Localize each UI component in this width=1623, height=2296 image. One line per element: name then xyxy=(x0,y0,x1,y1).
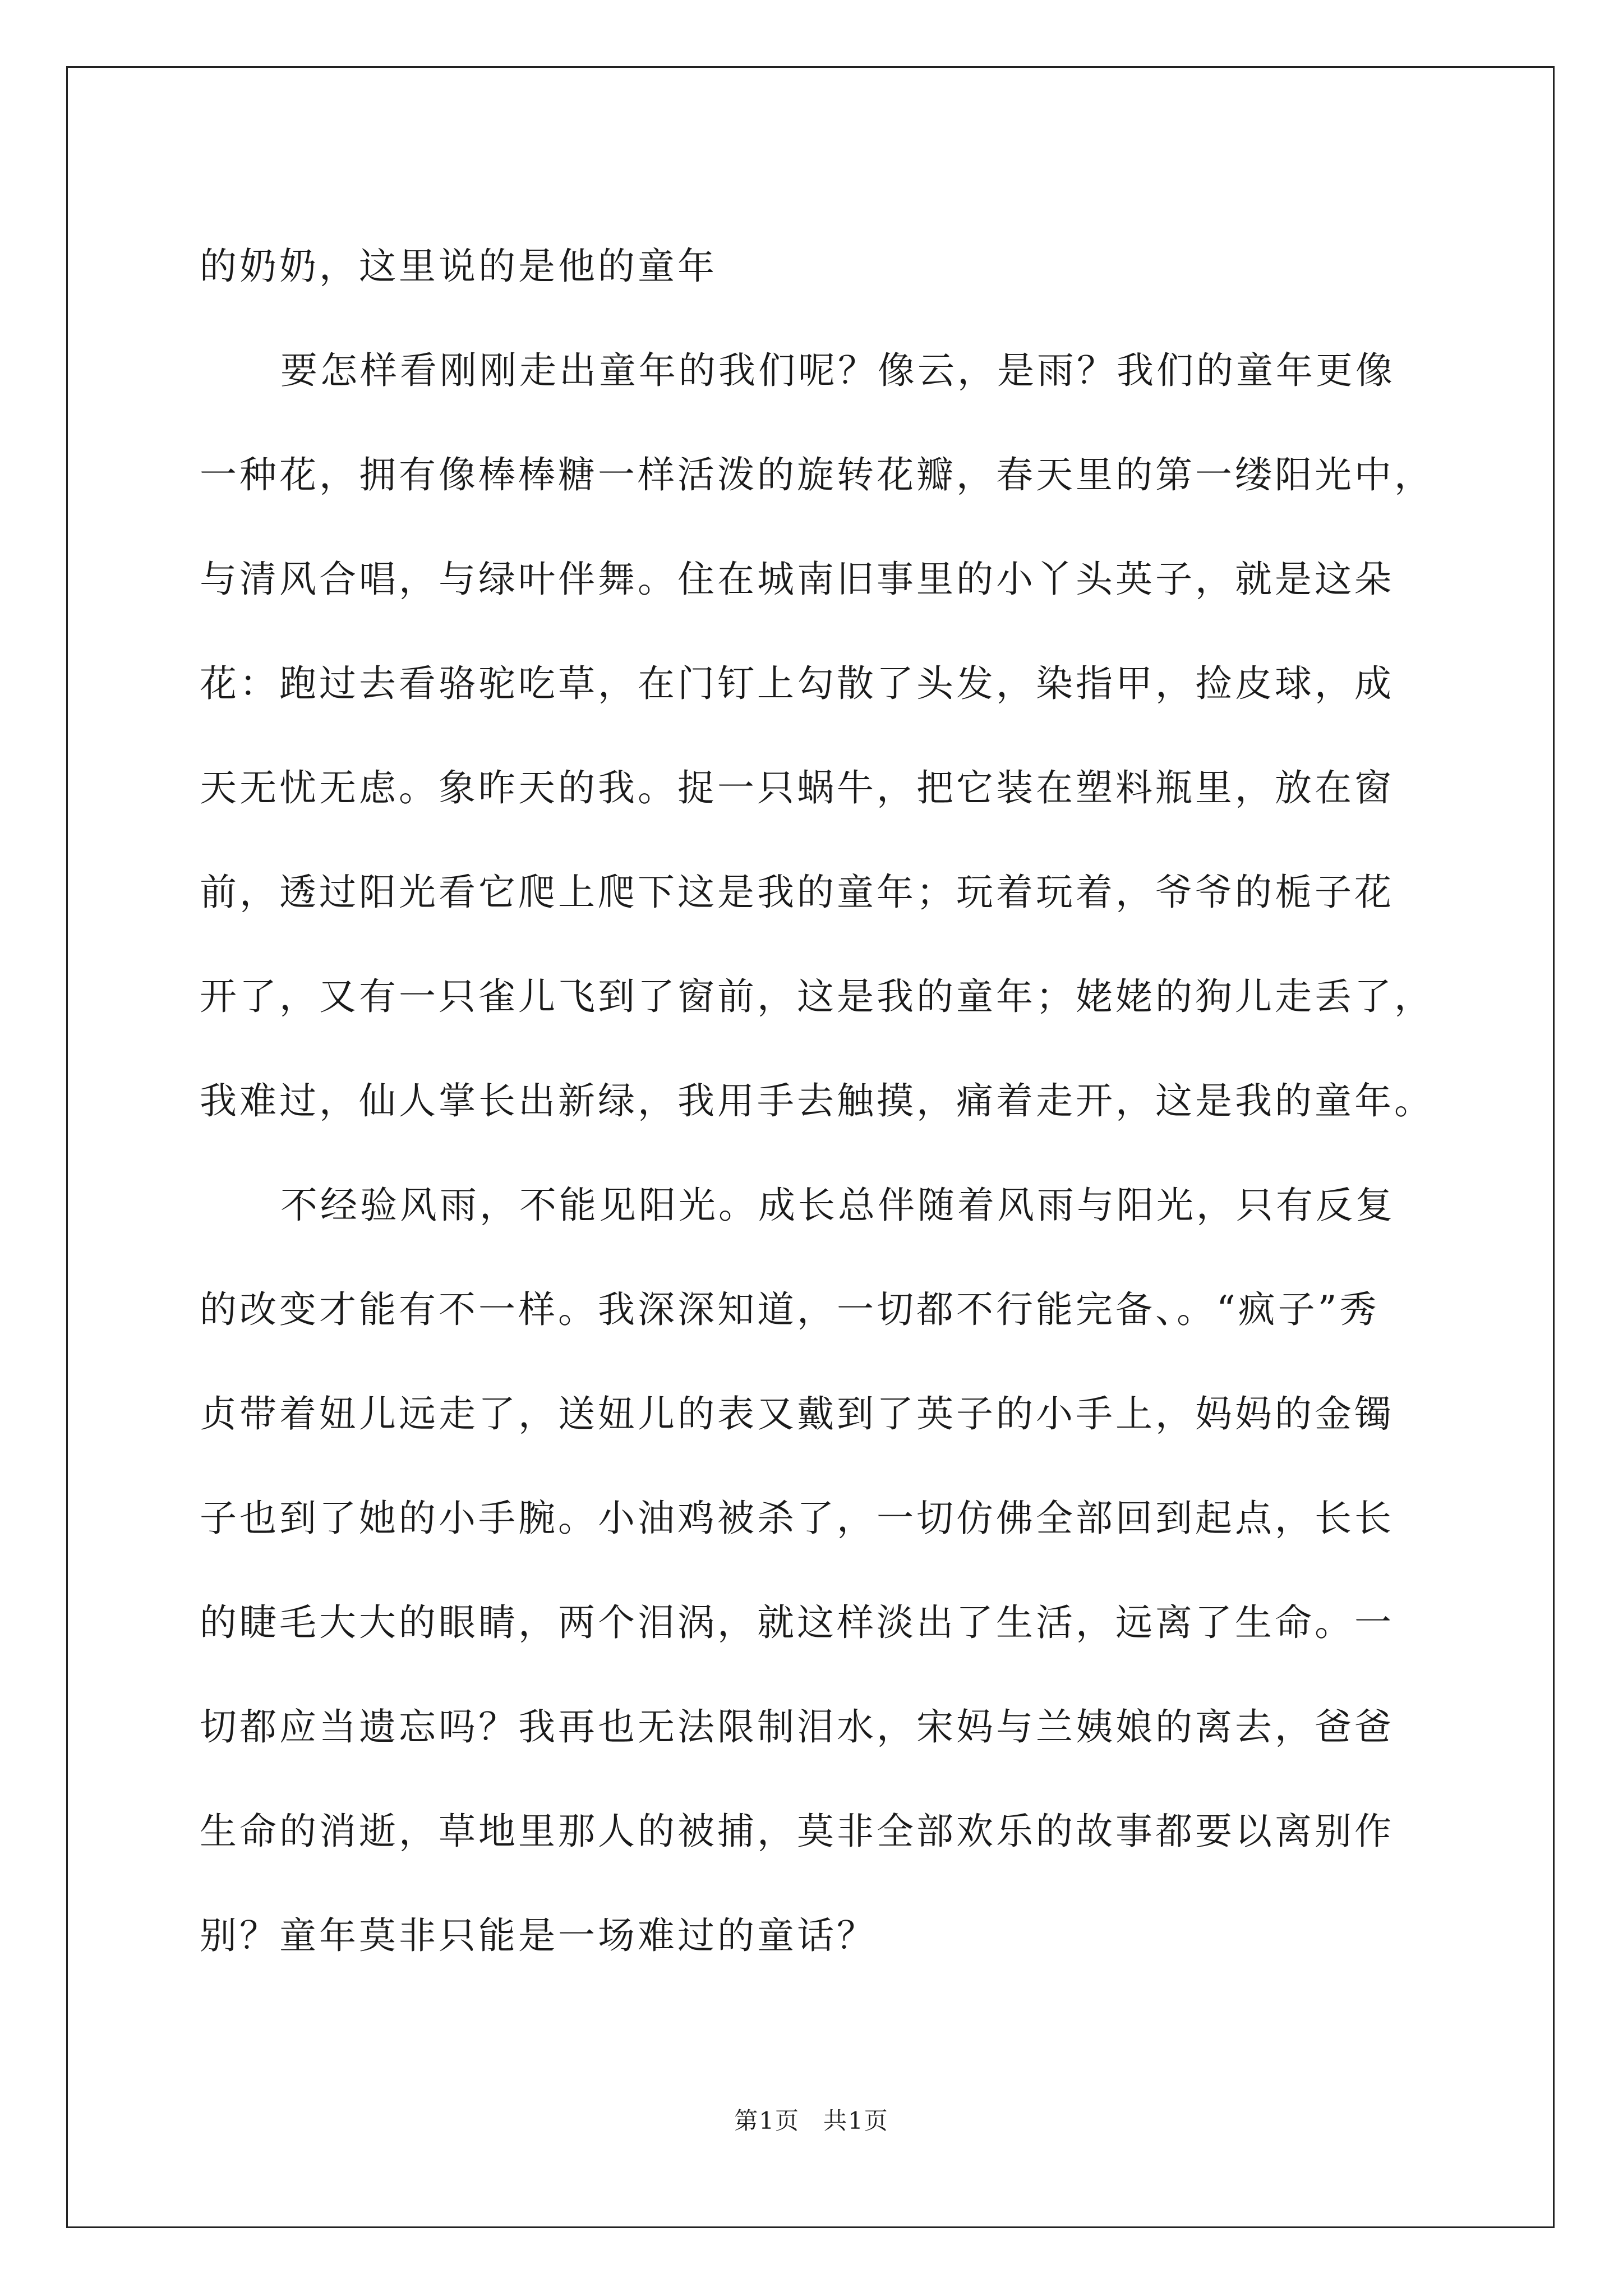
text-line: 开了，又有一只雀儿飞到了窗前，这是我的童年；姥姥的狗儿走丢了， xyxy=(200,975,1434,1018)
text-line: 的睫毛大大的眼睛，两个泪涡，就这样淡出了生活，远离了生命。一 xyxy=(200,1601,1394,1644)
text-line: 子也到了她的小手腕。小油鸡被杀了，一切仿佛全部回到起点，长长 xyxy=(200,1497,1394,1540)
document-body xyxy=(200,214,1434,1988)
text-line: 贞带着妞儿远走了，送妞儿的表又戴到了英子的小手上，妈妈的金镯 xyxy=(200,1392,1394,1435)
page-footer xyxy=(0,2102,1623,2136)
page-number: 第1页 xyxy=(734,2107,800,2134)
text-line: 的改变才能有不一样。我深深知道，一切都不行能完备、。“疯子”秀 xyxy=(200,1288,1380,1331)
text-line: 前，透过阳光看它爬上爬下这是我的童年；玩着玩着，爷爷的栀子花 xyxy=(200,871,1394,914)
text-line: 花：跑过去看骆驼吃草，在门钉上勾散了头发，染指甲，捡皮球，成 xyxy=(200,662,1394,705)
text-line: 切都应当遗忘吗？我再也无法限制泪水，宋妈与兰姨娘的离去，爸爸 xyxy=(200,1705,1394,1749)
text-line: 别？童年莫非只能是一场难过的童话？ xyxy=(200,1914,877,1957)
text-line: 天无忧无虑。象昨天的我。捉一只蜗牛，把它装在塑料瓶里，放在窗 xyxy=(200,766,1394,809)
text-line: 生命的消逝，草地里那人的被捕，莫非全部欢乐的故事都要以离别作 xyxy=(200,1810,1394,1853)
paragraph-first-line: 不经验风雨，不能见阳光。成长总伴随着风雨与阳光，只有反复 xyxy=(280,1184,1395,1227)
text-line: 的奶奶，这里说的是他的童年 xyxy=(200,245,717,288)
text-line: 我难过，仙人掌长出新绿，我用手去触摸，痛着走开，这是我的童年。 xyxy=(200,1079,1434,1122)
paragraph-first-line: 要怎样看刚刚走出童年的我们呢？像云，是雨？我们的童年更像 xyxy=(280,349,1395,392)
text-line: 一种花，拥有像棒棒糖一样活泼的旋转花瓣，春天里的第一缕阳光中， xyxy=(200,453,1434,496)
text-line: 与清风合唱，与绿叶伴舞。住在城南旧事里的小丫头英子，就是这朵 xyxy=(200,558,1394,601)
page-total: 共1页 xyxy=(823,2107,889,2134)
